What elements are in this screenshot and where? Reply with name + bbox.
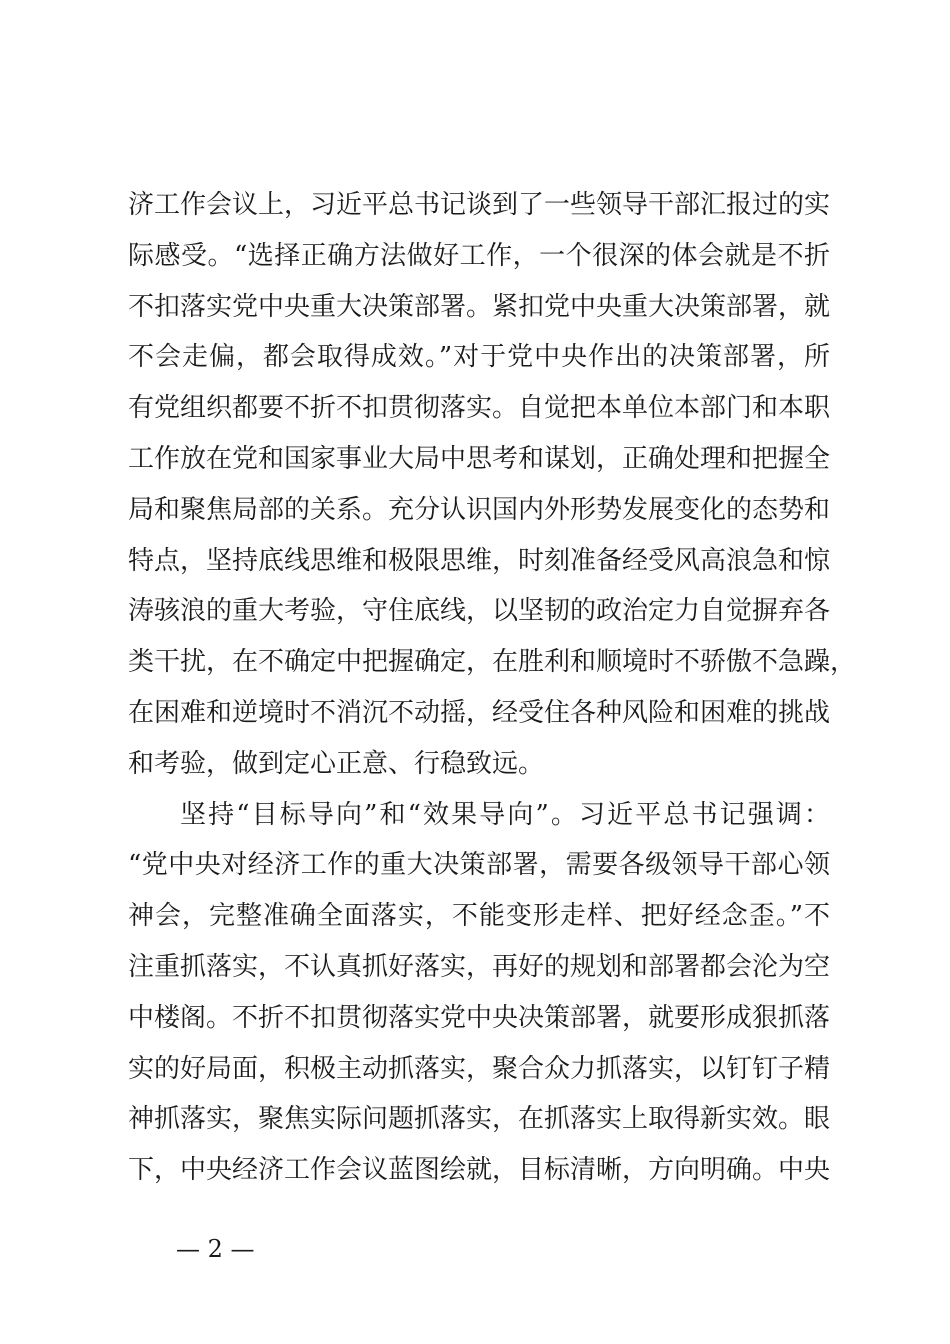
text-line: 在困难和逆境时不消沉不动摇，经受住各种风险和困难的挑战 — [128, 697, 831, 728]
text-line: 和考验，做到定心正意、行稳致远。 — [128, 748, 545, 779]
text-line: 局和聚焦局部的关系。充分认识国内外形势发展变化的态势和 — [128, 494, 831, 525]
page-number: — 2 — — [176, 1235, 255, 1263]
text-line: 际感受。“选择正确方法做好工作，一个很深的体会就是不折 — [128, 240, 830, 271]
text-line: 实的好局面，积极主动抓落实，聚合众力抓落实，以钉钉子精 — [128, 1053, 831, 1084]
text-line: 特点，坚持底线思维和极限思维，时刻准备经受风高浪急和惊 — [128, 545, 831, 576]
text-line: “党中央对经济工作的重大决策部署，需要各级领导干部心领 — [128, 850, 830, 881]
text-line: 下，中央经济工作会议蓝图绘就，目标清晰，方向明确。中央 — [128, 1155, 831, 1186]
text-line: 神会，完整准确全面落实，不能变形走样、把好经念歪。”不 — [128, 901, 830, 932]
text-line: 涛骇浪的重大考验，守住底线，以坚韧的政治定力自觉摒弃各 — [128, 596, 831, 627]
text-line: 不扣落实党中央重大决策部署。紧扣党中央重大决策部署，就 — [128, 291, 831, 322]
text-line: 济工作会议上，习近平总书记谈到了一些领导干部汇报过的实 — [128, 190, 831, 220]
text-line: 有党组织都要不折不扣贯彻落实。自觉把本单位本部门和本职 — [128, 393, 831, 424]
text-line: 神抓落实，聚焦实际问题抓落实，在抓落实上取得新实效。眼 — [128, 1104, 831, 1135]
text-line: 类干扰，在不确定中把握确定，在胜利和顺境时不骄傲不急躁， — [128, 647, 857, 678]
text-line: 中楼阁。不折不扣贯彻落实党中央决策部署，就要形成狠抓落 — [128, 1002, 831, 1033]
text-line: 工作放在党和国家事业大局中思考和谋划，正确处理和把握全 — [128, 443, 831, 474]
text-line: 不会走偏，都会取得成效。”对于党中央作出的决策部署，所 — [128, 342, 830, 373]
text-line: 注重抓落实，不认真抓好落实，再好的规划和部署都会沦为空 — [128, 951, 831, 982]
paragraph-heading-line: 坚持“目标导向”和“效果导向”。习近平总书记强调： — [180, 799, 830, 830]
body-text — [128, 180, 857, 1196]
